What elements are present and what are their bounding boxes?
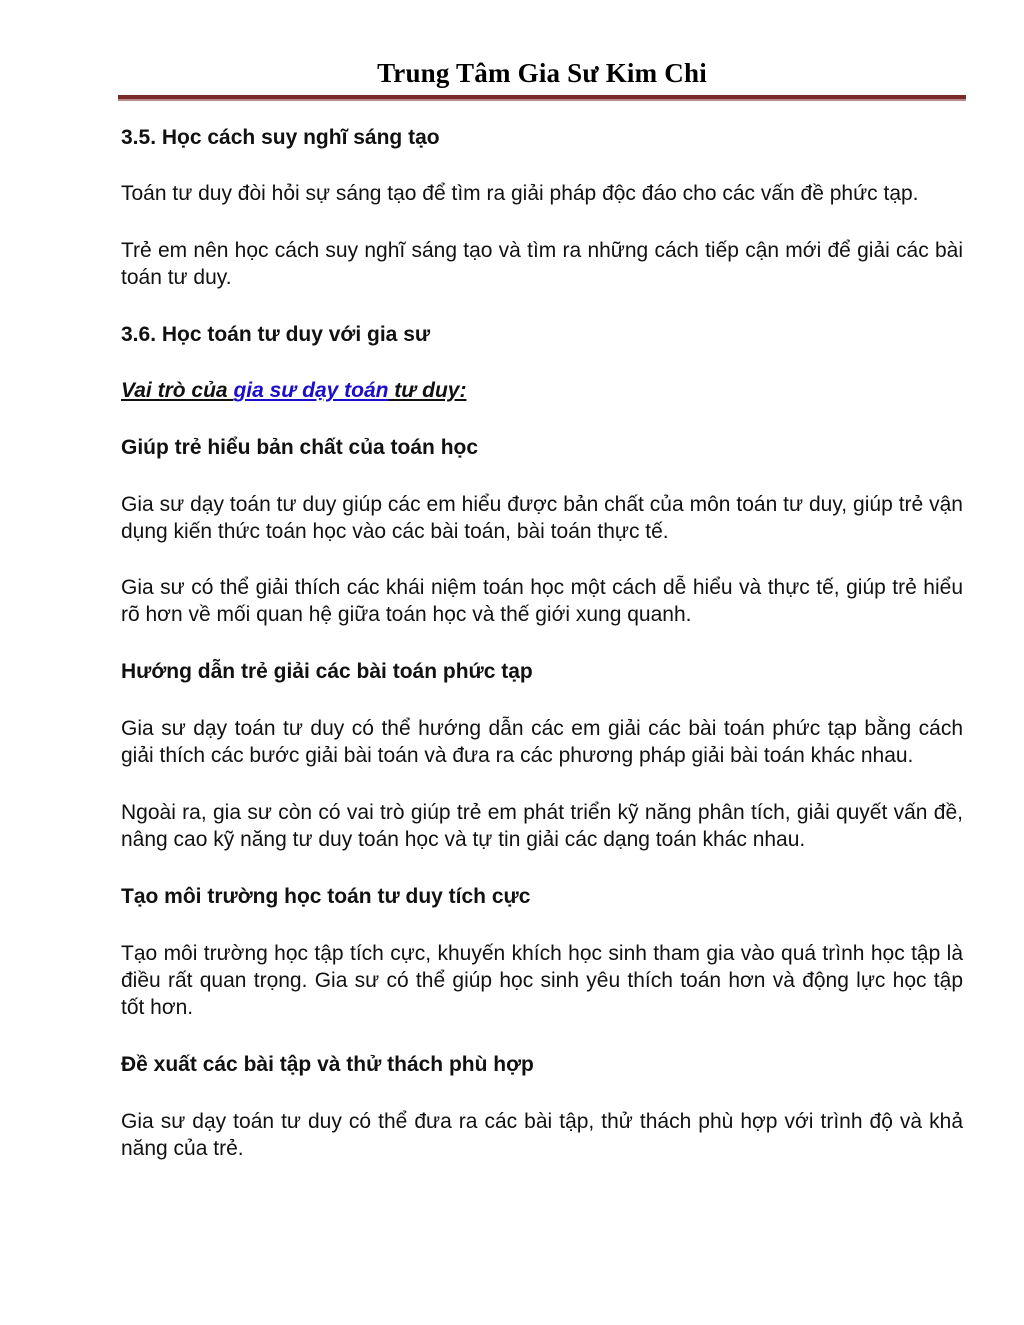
section-heading-3-6: 3.6. Học toán tư duy với gia sư (121, 323, 431, 346)
header-divider (118, 95, 966, 102)
document-body (121, 124, 963, 1162)
header-divider-light (118, 99, 966, 101)
paragraph: Trẻ em nên học cách suy nghĩ sáng tạo và tìm ra những cách tiếp cận mới để giải các bài toán tư duy. (121, 239, 963, 289)
page-header-title: Trung Tâm Gia Sư Kim Chi (377, 58, 707, 88)
section-heading-3-5: 3.5. Học cách suy nghĩ sáng tạo (121, 126, 440, 149)
subheading: Giúp trẻ hiểu bản chất của toán học (121, 436, 479, 459)
role-heading-suffix: tư duy: (388, 379, 467, 402)
role-heading-prefix: Vai trò của (121, 379, 234, 402)
tutor-link[interactable]: gia sư dạy toán (233, 379, 389, 402)
paragraph: Toán tư duy đòi hỏi sự sáng tạo để tìm ra giải pháp độc đáo cho các vấn đề phức tạp. (121, 182, 919, 205)
paragraph: Gia sư dạy toán tư duy giúp các em hiểu được bản chất của môn toán tư duy, giúp trẻ vận dụng kiến thức toán học vào các bài toán, bài toán thực tế. (121, 493, 963, 543)
paragraph: Gia sư dạy toán tư duy có thể hướng dẫn các em giải các bài toán phức tạp bằng cách giải thích các bước giải bài toán và đưa ra các phương pháp giải bài toán khác nhau. (121, 717, 963, 767)
paragraph: Gia sư có thể giải thích các khái niệm toán học một cách dễ hiểu và thực tế, giúp trẻ hiểu rõ hơn về mối quan hệ giữa toán học và thế giới xung quanh. (121, 576, 963, 626)
subheading: Hướng dẫn trẻ giải các bài toán phức tạp (121, 660, 533, 683)
paragraph: Ngoài ra, gia sư còn có vai trò giúp trẻ em phát triển kỹ năng phân tích, giải quyết vấn đề, nâng cao kỹ năng tư duy toán học và tự tin giải các dạng toán khác nhau. (121, 801, 963, 851)
paragraph: Gia sư dạy toán tư duy có thể đưa ra các bài tập, thử thách phù hợp với trình độ và khả năng của trẻ. (121, 1110, 963, 1160)
paragraph: Tạo môi trường học tập tích cực, khuyến khích học sinh tham gia vào quá trình học tập là điều rất quan trọng. Gia sư có thể giúp học sinh yêu thích toán hơn và động lực học tập tốt hơn. (121, 942, 963, 1019)
role-heading (121, 377, 963, 404)
subheading: Đề xuất các bài tập và thử thách phù hợp (121, 1053, 534, 1076)
subheading: Tạo môi trường học toán tư duy tích cực (121, 885, 531, 908)
